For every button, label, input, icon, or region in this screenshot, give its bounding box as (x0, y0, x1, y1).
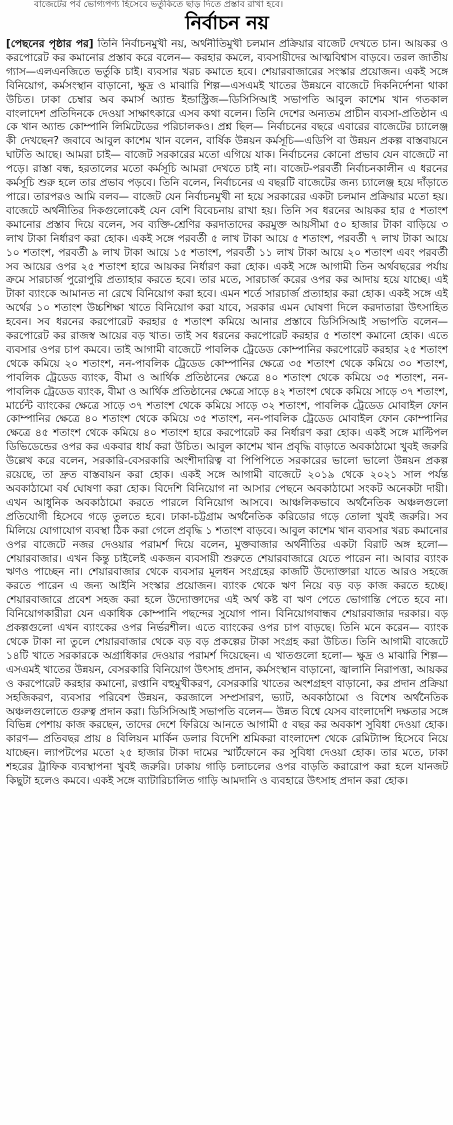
continued-from-label: [পেছনের পৃষ্ঠার পর] (6, 38, 94, 50)
previous-article-tail: বাজেটের পর্ব ভোগ্যপণ্য হিসেবে ভর্তুকিতে ছাড় দিতে প্রস্তাব রাখা হবে। (34, 0, 284, 10)
article-body (6, 38, 448, 1124)
article-paragraph (6, 38, 448, 789)
article-text: তিনি নির্বাচনমুখী নয়, অর্থনীতিমুখী চলমান প্রক্রিয়ার বাজেট দেখতে চান। আয়কর ও করপোরেট কর কমানোর প্রস্তাব করে বলেন— করহার কমলে, ব্যবসায়ীদের আত্মবিশ্বাস বাড়বে। তরল জাতীয় গ্যাস—এলএনজিতে ভর্তুকি চাই। ব্যবসার খরচ কমাতে হবে। শেয়ারবাজারের সংস্কার প্রয়োজন। একই সঙ্গে বিনিয়োগ, কর্মসংস্থান বাড়ানো, ক্ষুদ্র ও মাঝারি শিল্প—এসএমই খাতের উন্নয়নে বাজেটে দিকনির্দেশনা থাকা উচিত। ঢাকা চেম্বার অব কমার্স অ্যান্ড ইন্ডাস্ট্রিজ—ডিসিসিআই সভাপতি আবুল কাশেম খান গতকাল বাংলাদেশ প্রতিদিনকে দেওয়া সাক্ষাৎকারে এসব কথা বলেন। তিনি দেশের অন্যতম প্রাচীন ব্যবসা-প্রতিষ্ঠান এ কে খান অ্যান্ড কোম্পানি লিমিটেডের পরিচালকও। প্রশ্ন ছিল— নির্বাচনের বছরে এবারের বাজেটের চ্যালেঞ্জ কী দেখছেন? জবাবে আবুল কাশেম খান বলেন, বার্ষিক উন্নয়ন কর্মসূচি—এডিপি বা উন্নয়ন প্রকল্প বাস্তবায়নে ঘাটতি আছে। আমরা চাই— বাজেট সরকারের মতো এগিয়ে যাক। নির্বাচনের কোনো প্রভাব যেন বাজেটে না পড়ে। রাস্তা বন্ধ, হরতালের মতো কর্মসূচি আমরা দেখতে চাই না। বাজেট-পরবর্তী নির্বাচনকালীন এ ধরনের কর্মসূচি শুরু হলে তার প্রভাব পড়বে। তিনি বলেন, নির্বাচনের এ বছরটি বাজেটের জন্য চ্যালেঞ্জ হয়ে দাঁড়াতে পারে। তারপরও আমি বলব— বাজেট যেন নির্বাচনমুখী না হয়ে সরকারের একটা চলমান প্রক্রিয়ার মতো হয়। বাজেটে অর্থনীতির দিকগুলোকেই যেন বেশি বিবেচনায় রাখা হয়। তিনি সব ধরনের আয়কর হার ৫ শতাংশ কমানোর প্রস্তাব দিয়ে বলেন, সব ব্যক্তি-শ্রেণির করদাতাদের করমুক্ত আয়সীমা ৫০ হাজার টাকা বাড়িয়ে ৩ লাখ টাকা নির্ধারণ করা হোক। একই সঙ্গে পরবর্তী ৫ লাখ টাকা আয়ে ৫ শতাংশ, পরবর্তী ৭ লাখ টাকা আয়ে ১০ শতাংশ, পরবর্তী ৯ লাখ টাকা আয়ে ১৫ শতাংশ, পরবর্তী ১১ লাখ টাকা আয়ে ২০ শতাংশ এবং পরবর্তী সব আয়ের ওপর ২৫ শতাংশ হারে আয়কর নির্ধারণ করা হোক। একই সঙ্গে আগামী তিন অর্থবছরের পর্যায় ক্রমে সারচার্জ পুরোপুরি প্রত্যাহার করতে হবে। তার মতে, সারচার্জ করের ওপর কর আদায় হয়ে যাচ্ছে। এই টাকা ব্যাংকে আমানত না রেখে বিনিয়োগ করা হবে। এমন শর্তে সারচার্জ প্রত্যাহার করা হোক। একই সঙ্গে এই অর্থের ১০ শতাংশ উচ্চশিক্ষা খাতে বিনিয়োগ করা যাবে, সরকার এমন ঘোষণা দিলে করদাতারা উৎসাহিত হবেন। সব ধরনের করপোরেট করহার ৫ শতাংশ কমিয়ে আনার প্রস্তাবে ডিসিসিআই সভাপতি বলেন— করপোরেট কর রাজস্ব আয়ের বড় খাত। তাই সব ধরনের করপোরেট করহার ৫ শতাংশ কমানো হোক। এতে ব্যবসার ওপর চাপ কমবে। তাই আগামী বাজেটে পাবলিক ট্রেডেড কোম্পানির করপোরেট করহার ২৫ শতাংশ থেকে কমিয়ে ২০ শতাংশ, নন-পাবলিক ট্রেডেড কোম্পানির ক্ষেত্রে ৩৫ শতাংশ থেকে কমিয়ে ৩০ শতাংশ, পাবলিক ট্রেডেড ব্যাংক, বীমা ও আর্থিক প্রতিষ্ঠানের ক্ষেত্রে ৪০ শতাংশ থেকে কমিয়ে ৩৫ শতাংশ, নন-পাবলিক ট্রেডেড ব্যাংক, বীমা ও আর্থিক প্রতিষ্ঠানের ক্ষেত্রে সাড়ে ৪২ শতাংশ থেকে কমিয়ে সাড়ে ৩৭ শতাংশ, মার্চেন্ট ব্যাংকের ক্ষেত্রে সাড়ে ৩৭ শতাংশ থেকে কমিয়ে সাড়ে ৩২ শতাংশ, পাবলিক ট্রেডেড মোবাইল ফোন কোম্পানির ক্ষেত্রে ৪০ শতাংশ থেকে কমিয়ে ৩৫ শতাংশ, নন-পাবলিক ট্রেডেড মোবাইল ফোন কোম্পানির ক্ষেত্রে ৪৫ শতাংশ থেকে কমিয়ে ৪০ শতাংশ হারে করপোরেট কর নির্ধারণ করা হোক। একই সঙ্গে মাল্টিপল ডিভিডেন্ডের ওপর কর একবার ধার্য করা উচিত। আবুল কাশেম খান প্রবৃদ্ধি বাড়াতে অবকাঠামো খুবই জরুরি উল্লেখ করে বলেন, সরকারি-বেসরকারি অংশীদারিত্ব বা পিপিপিতে সরকারের ভালো ভালো উন্নয়ন প্রকল্প রয়েছে, তা দ্রুত বাস্তবায়ন করা হোক। একই সঙ্গে আগামী বাজেটে ২০১৯ থেকে ২০২১ সাল পর্যন্ত অবকাঠামো বর্ষ ঘোষণা করা হোক। বিদেশি বিনিয়োগ না আসার পেছনে অবকাঠামো সংকট অনেকটা দায়ী। এখন আধুনিক অবকাঠামো করতে পারলে বিনিয়োগ আসবে। আঞ্চলিকভাবে অর্থনৈতিক অঞ্চলগুলো প্রতিযোগী হিসেবে গড়ে তুলতে হবে। ঢাকা-চট্টগ্রাম অর্থনৈতিক করিডোর গড়ে তোলা খুবই জরুরি। সব মিলিয়ে যোগাযোগ ব্যবস্থা ঠিক করা গেলে প্রবৃদ্ধি ১ শতাংশ বাড়বে। আবুল কাশেম খান ব্যবসার খরচ কমানোর ওপর বাজেটে নজর দেওয়ার পরামর্শ দিয়ে বলেন, মুক্তবাজার অর্থনীতির একটা বিরাট অঙ্গ হলো— শেয়ারবাজার। এখন কিন্তু চাইলেই একজন ব্যবসায়ী শুরুতে শেয়ারবাজারে যেতে পারেন না। আবার ব্যাংক ঋণও পাচ্ছেন না। শেয়ারবাজার থেকে ব্যবসার মূলধন সংগ্রহের কাজটি উদ্যোক্তারা যাতে আরও সহজে করতে পারেন এ জন্য আইনি সংস্কার প্রয়োজন। ব্যাংক থেকে ঋণ নিয়ে বড় বড় কাজ করতে হচ্ছে। শেয়ারবাজারে প্রবেশ সহজ করা হলে উদ্যোক্তাদের এই অর্থ কষ্ট বা ঋণ পেতে ভোগান্তি পেতে হবে না। বিনিয়োগকারীরা যেন একাধিক কোম্পানি পছন্দের সুযোগ পান। বিনিয়োগবান্ধব শেয়ারবাজার দরকার। বড় প্রকল্পগুলো এখন ব্যাংকের ওপর নির্ভরশীল। এতে ব্যাংকের ওপর চাপ বাড়ছে। তিনি মনে করেন— ব্যাংক থেকে টাকা না তুলে শেয়ারবাজার থেকে বড় বড় প্রকল্পের টাকা সংগ্রহ করা উচিত। তিনি আগামী বাজেটে ১৪টি খাতে সরকারকে অগ্রাধিকার দেওয়ার পরামর্শ দিয়েছেন। এ খাতগুলো হলো— ক্ষুদ্র ও মাঝারি শিল্প—এসএমই খাতের উন্নয়ন, বেসরকারি বিনিয়োগ উৎসাহ প্রদান, কর্মসংস্থান বাড়ানো, জ্বালানি নিরাপত্তা, আয়কর ও করপোরেট করহার কমানো, রপ্তানি বহুমুখীকরণ, বেসরকারি খাতের অংশগ্রহণ বাড়ানো, কর প্রদান প্রক্রিয়া সহজিকরণ, ব্যবসার পরিবেশ উন্নয়ন, করজালে সম্প্রসারণ, ভ্যাট, অবকাঠামো ও বিশেষ অর্থনৈতিক অঞ্চলগুলোতে গুরুত্ব প্রদান করা। ডিসিসিআই সভাপতি বলেন— উন্নত বিশ্বে যেসব বাংলাদেশি দক্ষতার সঙ্গে বিভিন্ন পেশায় কাজ করছেন, তাদের দেশে ফিরিয়ে আনতে আগামী ৫ বছর কর অবকাশ সুবিধা দেওয়া হোক। কারণ— প্রতিবছর প্রায় ৪ বিলিয়ন মার্কিন ডলার বিদেশি শ্রমিকরা বাংলাদেশ থেকে রেমিট্যান্স হিসেবে নিয়ে যাচ্ছেন। ল্যাপটপের মতো ২৫ হাজার টাকা দামের স্মার্টফোনে কর সুবিধা দেওয়া হোক। তার মতে, ঢাকা শহরের ট্রাফিক ব্যবস্থাপনা খুবই জরুরি। ঢাকায় গাড়ি চলাচলের ওপর বাড়তি করারোপ করা হলে যানজট কিছুটা হলেও কমবে। একই সঙ্গে ব্যাটারিচালিত গাড়ি আমদানি ও ব্যবহারে উৎসাহ প্রদান করা হোক। (6, 38, 448, 788)
article-headline: নির্বাচন নয় (185, 12, 269, 34)
